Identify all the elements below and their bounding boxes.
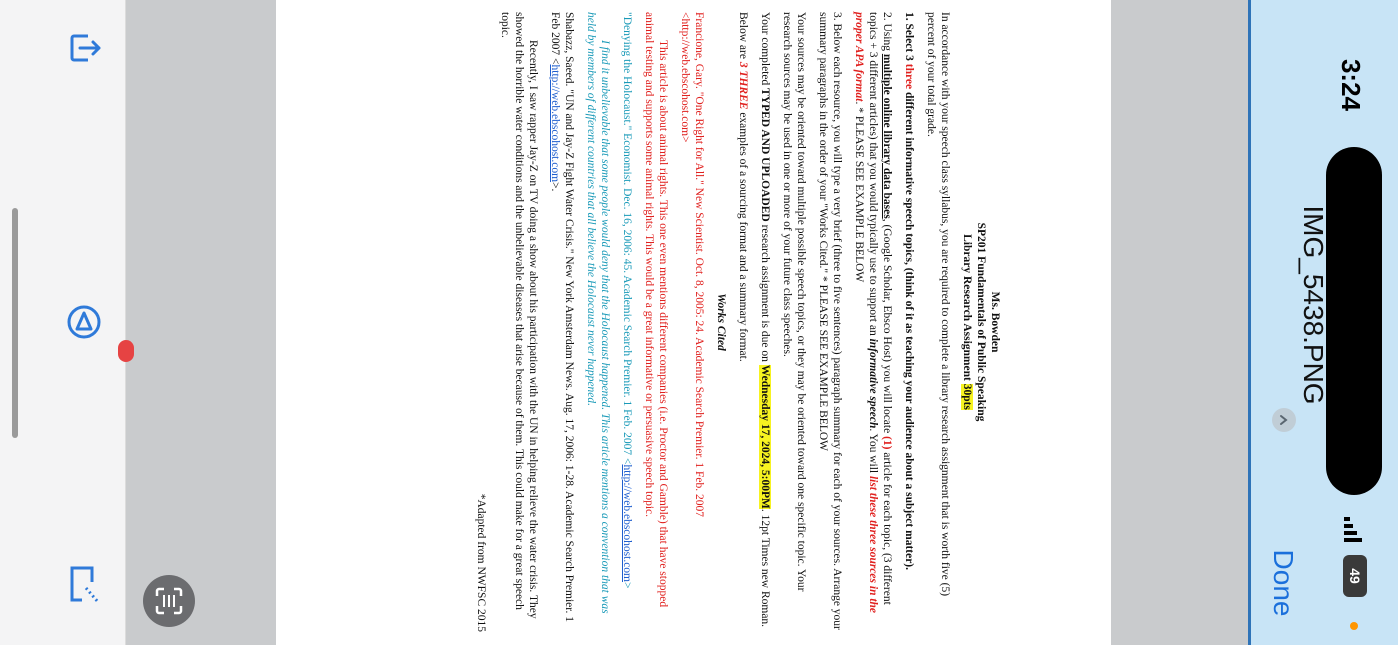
doc-paragraph: 2. Using multiple online library data bases, (Google Scholar, Ebsco Host) you will locate (1) article for each topic, (3 different topics + 3 different articles) that you would typically use to support an informative speech. You will list these three sources in the proper APA format. * PLEASE SEE EXAMPLE BELOW <box>853 12 893 614</box>
notification-badge <box>118 340 134 362</box>
title-menu-button[interactable] <box>1272 408 1296 432</box>
signal-icon <box>1342 515 1366 545</box>
citation-link[interactable]: http://web.ebscohost.com <box>621 464 633 583</box>
privacy-dot <box>1350 622 1358 630</box>
crop-select-icon <box>66 564 102 604</box>
doc-paragraph: Your sources may be oriented toward multiple possible speech topics, or they may be oriented toward one specific topic. Your research sources may be used in one or more of your future class speeches. <box>781 12 807 592</box>
document-text <box>276 12 1002 632</box>
status-time: 3:24 <box>1336 58 1366 112</box>
citation: Francione, Gary. "One Right for All." New Scientist. Oct. 8, 2005: 24. Academic Search Premier. 1 Feb. 2007 <http://web.ebscohost.com> <box>679 12 705 517</box>
left-toolbar <box>0 0 126 645</box>
citation: Shabazz, Saeed. "UN and Jay-Z Fight Water Crisis." New York Amsterdam News. Aug. 17, 2006: 1-28. Academic Search Premier. 1 Feb 2007 <http://web.ebscohost.com>. <box>549 12 575 622</box>
share-out-icon <box>66 30 102 66</box>
crop-button[interactable] <box>66 566 102 602</box>
works-cited-heading: Works Cited <box>715 293 727 351</box>
citation-summary: I find it unbelievable that some people would deny that the Holocaust happened. This article mentions a convention that was held by members of different countries that all believe the Holocaust never happened. <box>585 12 611 614</box>
doc-footnote: *Adapted from NWFSC 2015 <box>475 493 487 632</box>
done-button[interactable]: Done <box>1265 548 1301 618</box>
markup-button[interactable] <box>66 304 102 340</box>
doc-paragraph: 3. Below each resource, you will type a very brief (three to five sentences) paragraph summary for each of your sources. Arrange your summary paragraphs in the order of your "Works Cited." * PLEASE SEE EXAMPLE BELOW <box>817 12 843 630</box>
document-page <box>276 0 1111 645</box>
doc-paragraph: Below are 3 THREE examples of a sourcing format and a summary format. <box>737 12 749 362</box>
live-text-icon <box>154 586 184 616</box>
share-button[interactable] <box>66 30 102 66</box>
chevron-down-icon <box>1277 413 1291 427</box>
battery-indicator: 49 <box>1343 555 1367 597</box>
doc-paragraph: In accordance with your speech class syllabus, you are required to complete a library research assignment that is worth five (5) percent of your total grade. <box>925 12 951 597</box>
doc-heading: Ms. Bowden <box>989 291 1001 353</box>
dynamic-island <box>1326 147 1382 495</box>
side-gutter <box>1111 0 1248 645</box>
live-text-button[interactable] <box>143 575 195 627</box>
scroll-handle[interactable] <box>12 208 18 438</box>
citation: "Denying the Holocaust." Economist. Dec. 16, 2006: 45. Academic Search Premier. 1 Feb. 2007 <http://web.ebscohost.com> <box>621 12 633 589</box>
citation-summary: Recently, I saw rapper Jay-Z on TV doing a show about his participation with the UN in helping relieve the water crisis. They showed the horrible water conditions and the unbelievable diseases that arise because of them. This could make for a great speech topic. <box>499 12 539 619</box>
file-title[interactable]: IMG_5438.PNG <box>1298 205 1329 405</box>
citation-summary: This article is about animal rights. This one even mentions different companies (i.e. Proctor and Gamble) that have stopped animal testing and supports some animal rights. This would be a great informative or persuasive speech topic. <box>643 12 669 608</box>
doc-assignment-title: Library Research Assignment 30pts <box>961 234 973 410</box>
markup-pen-icon <box>66 304 102 340</box>
doc-subheading: SP201 Fundamentals of Public Speaking <box>975 222 987 422</box>
doc-paragraph: 1. Select 3 three different informative speech topics, (think of it as teaching your audience about a subject matter). <box>903 12 915 571</box>
citation-link[interactable]: http://web.ebscohost.com <box>549 64 561 183</box>
side-gutter <box>138 0 276 645</box>
doc-paragraph: Your completed TYPED AND UPLOADED research assignment is due on Wednesday 17, 2024, 5:00PM. 12pt Times new Roman. <box>759 12 771 628</box>
